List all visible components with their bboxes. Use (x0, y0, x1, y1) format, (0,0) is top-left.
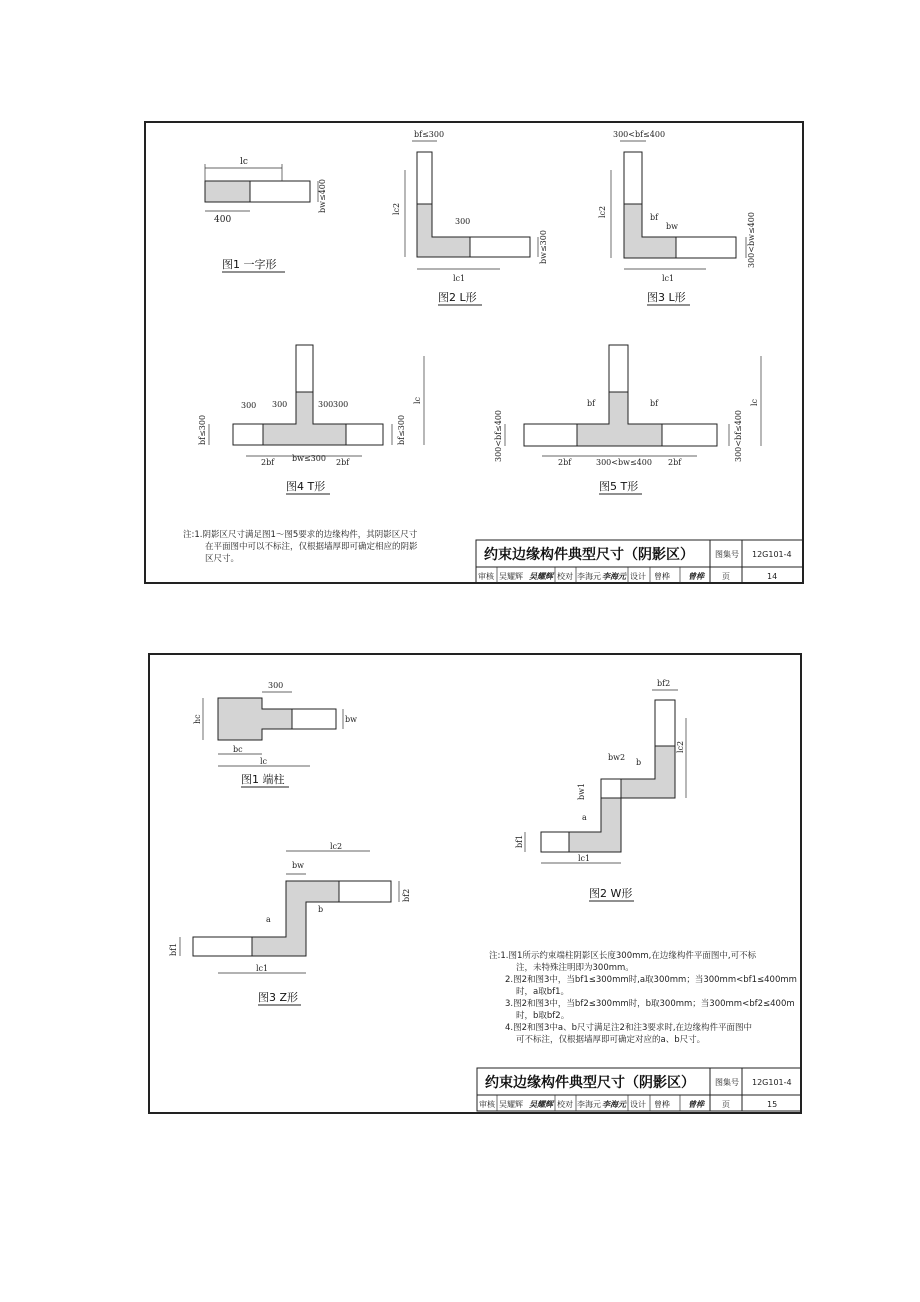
dim-bw: bw≤300 (539, 230, 548, 264)
figure-3-caption: 图3 Z形 (258, 991, 299, 1004)
dim-bf: 300<bf≤400 (613, 130, 666, 139)
note-line-1: 注:1.图1所示约束端柱阴影区长度300mm,在边缘构件平面图中,可不标 (489, 951, 757, 961)
dim-300-top: 300 (241, 401, 257, 410)
dim-bf-right: bf (650, 399, 659, 408)
page-label: 页 (722, 572, 730, 581)
dim-400: 400 (214, 215, 232, 225)
designer-name: 曾桦 (654, 572, 670, 581)
page-label: 页 (722, 1100, 730, 1109)
dim-bf-range-right: 300<bf≤400 (734, 409, 743, 462)
dim-2bf-right: 2bf (668, 458, 682, 467)
designer-signature: 曾桦 (688, 571, 704, 581)
design-label: 设计 (630, 1100, 646, 1109)
check-label: 校对 (557, 1100, 573, 1109)
dim-lc2: lc2 (676, 740, 685, 753)
review-label: 审核 (479, 1100, 495, 1109)
shaded-zone (205, 181, 250, 202)
dim-bw: bw≤300 (292, 454, 326, 463)
figure-2-w-shape (515, 679, 686, 901)
dim-bw2: bw2 (608, 753, 626, 762)
dim-300: 300 (268, 681, 284, 690)
figure-5-t-shape (494, 345, 761, 494)
dim-lc: lc (413, 396, 422, 404)
dim-lc: lc (240, 157, 248, 167)
figure-1-end-column (193, 681, 357, 787)
shaded-zone-upper (621, 746, 675, 798)
figure-1-caption: 图1 一字形 (222, 258, 277, 271)
dim-bf-left: bf≤300 (198, 414, 207, 445)
title-text: 约束边缘构件典型尺寸（阴影区） (485, 1075, 695, 1091)
note-line-2: 在平面图中可以不标注，仅根据墙厚即可确定相应的阴影 (205, 542, 418, 552)
dim-b: b (318, 905, 324, 914)
note-line-7: 4.图2和图3中a、b尺寸满足注2和注3要求时,在边缘构件平面图中 (505, 1023, 753, 1033)
page-number: 15 (767, 1100, 778, 1109)
review-label: 审核 (478, 572, 494, 581)
dim-bf-left: bf (587, 399, 596, 408)
title-block (476, 540, 803, 583)
dim-bw-range: 300<bw≤400 (596, 458, 652, 467)
dim-bw: bw≤400 (318, 179, 327, 213)
page-number: 14 (767, 572, 778, 581)
dim-lc2: lc2 (598, 205, 607, 218)
reviewer-name: 吴耀辉 (499, 572, 523, 581)
figure-2-caption: 图2 W形 (589, 887, 633, 900)
figure-2-l-shape (392, 130, 548, 305)
checker-signature: 李海元 (602, 571, 626, 581)
dim-lc: lc (750, 398, 759, 406)
dim-bw1: bw1 (577, 782, 586, 800)
dim-lc1: lc1 (578, 854, 591, 863)
checker-signature: 李海元 (602, 1099, 626, 1109)
design-label: 设计 (630, 572, 646, 581)
shaded-zone-lower (569, 798, 621, 852)
dim-300-mid: 300 (318, 400, 334, 409)
note-block (489, 950, 797, 1045)
dim-lc1: lc1 (662, 274, 675, 283)
reviewer-signature: 吴耀辉 (529, 571, 553, 581)
dim-bw: bw (345, 715, 357, 724)
figure-5-caption: 图5 T形 (599, 480, 639, 493)
reviewer-signature: 吴耀辉 (529, 1099, 553, 1109)
note-line-3: 区尺寸。 (205, 554, 240, 564)
dim-bf-right: bf≤300 (397, 414, 406, 445)
dim-2bf-left: 2bf (261, 458, 275, 467)
dim-300-right: 300 (333, 400, 349, 409)
title-block (477, 1068, 801, 1111)
note-line-3: 2.图2和图3中，当bf1≤300mm时,a取300mm；当300mm<bf1≤400mm (505, 975, 797, 985)
atlas-number: 12G101-4 (752, 1078, 792, 1087)
dim-a: a (582, 813, 587, 822)
figure-3-l-shape (598, 130, 756, 305)
note-line-4: 时，a取bf1。 (516, 987, 570, 997)
atlas-number: 12G101-4 (752, 550, 792, 559)
atlas-label: 图集号 (715, 550, 739, 559)
note-line-2: 注，未特殊注明即为300mm。 (516, 963, 634, 973)
checker-name: 李海元 (577, 572, 601, 581)
reviewer-name: 吴耀辉 (499, 1100, 523, 1109)
note-line-8: 可不标注，仅根据墙厚即可确定对应的a、b尺寸。 (516, 1035, 706, 1045)
note-line-6: 时，b取bf2。 (516, 1011, 570, 1021)
drawing-sheet-page-15 (0, 640, 920, 1130)
note-line-5: 3.图2和图3中，当bf2≤300mm时，b取300mm；当300mm<bf2≤400m (505, 999, 795, 1009)
dim-b: b (636, 758, 642, 767)
atlas-label: 图集号 (715, 1078, 739, 1087)
dim-lc2: lc2 (330, 842, 343, 851)
shaded-zone (218, 698, 292, 740)
drawing-sheet-page-14 (0, 0, 920, 600)
dim-bw-range: 300<bw≤400 (747, 212, 756, 268)
dim-bw: bw (666, 222, 678, 231)
figure-4-t-shape (198, 345, 424, 494)
dim-lc1: lc1 (256, 964, 269, 973)
dim-2bf-left: 2bf (558, 458, 572, 467)
designer-signature: 曾桦 (688, 1099, 704, 1109)
dim-a: a (266, 915, 271, 924)
figure-1-caption: 图1 端柱 (241, 773, 285, 786)
figure-2-caption: 图2 L形 (438, 291, 477, 304)
note-line-1: 注:1.阴影区尺寸满足图1～图5要求的边缘构件，其阴影区尺寸 (183, 530, 418, 540)
dim-bf1: bf1 (169, 942, 178, 956)
figure-3-z-shape (169, 842, 411, 1005)
dim-hc: hc (193, 714, 202, 724)
check-label: 校对 (557, 572, 573, 581)
dim-lc1: lc1 (453, 274, 466, 283)
figure-1-straight-wall (205, 157, 327, 272)
dim-300: 300 (455, 217, 471, 226)
dim-2bf-right: 2bf (336, 458, 350, 467)
note-block (183, 529, 418, 564)
dim-bw: bw (292, 861, 304, 870)
title-text: 约束边缘构件典型尺寸（阴影区） (484, 547, 694, 563)
figure-3-caption: 图3 L形 (647, 291, 686, 304)
dim-300-left: 300 (272, 400, 288, 409)
wall-segment (250, 181, 310, 202)
dim-bf: bf≤300 (414, 130, 445, 139)
dim-bf-2: bf (650, 213, 659, 222)
dim-bc: bc (233, 745, 243, 754)
checker-name: 李海元 (577, 1100, 601, 1109)
designer-name: 曾桦 (654, 1100, 670, 1109)
shaded-zone (417, 204, 470, 257)
dim-bf2: bf2 (402, 888, 411, 902)
dim-bf1: bf1 (515, 834, 524, 848)
dim-bf-range-left: 300<bf≤400 (494, 409, 503, 462)
dim-bf2: bf2 (657, 679, 671, 688)
dim-lc: lc (260, 757, 268, 766)
dim-lc2: lc2 (392, 202, 401, 215)
figure-4-caption: 图4 T形 (286, 480, 326, 493)
